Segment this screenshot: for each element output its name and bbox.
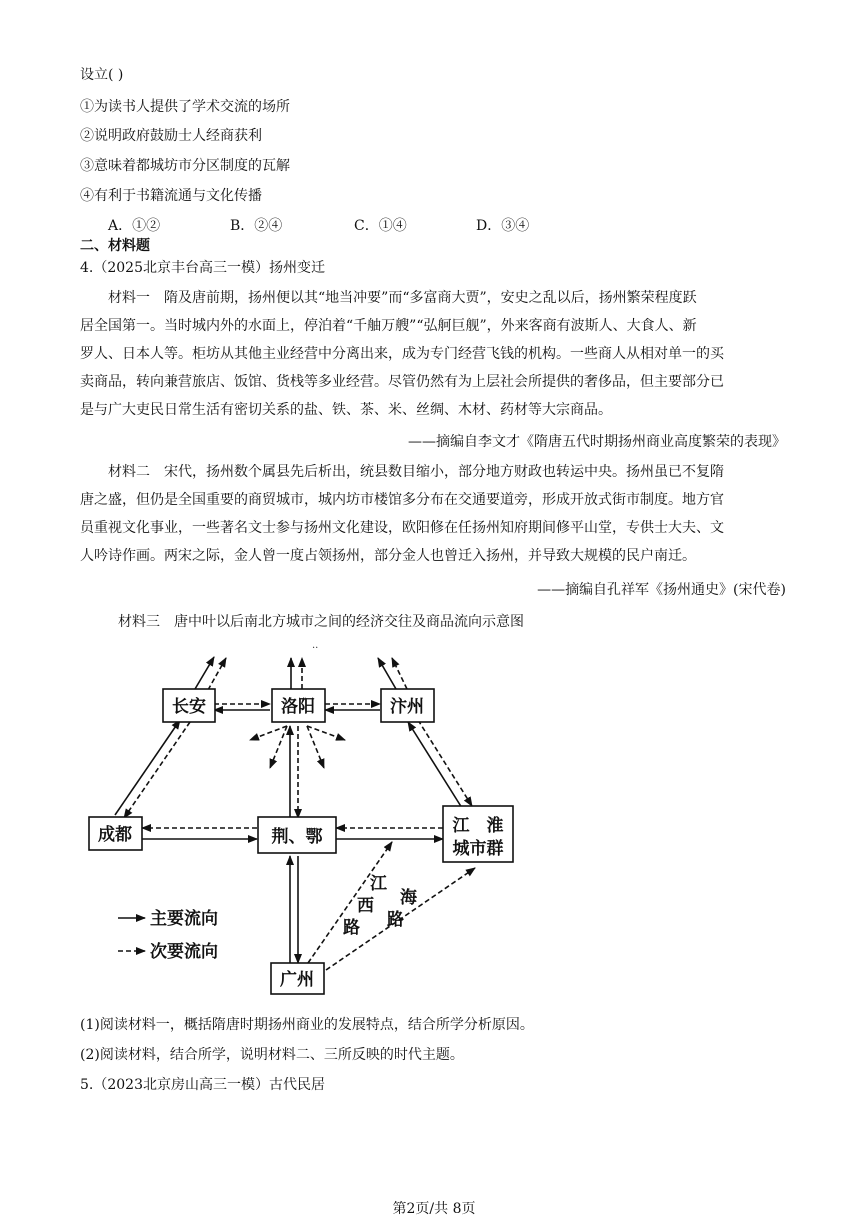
diagram-mark: ..	[312, 640, 319, 651]
section-title: 二、材料题	[80, 238, 150, 254]
flow-chengdu-changan	[115, 720, 180, 815]
q4-header: 4.（2025北京丰台高三一模）扬州变迁	[80, 260, 325, 276]
choice-a: A．①②	[108, 218, 161, 234]
option-2: ②说明政府鼓励士人经商获利	[80, 128, 262, 144]
flow-bianzhou-jianghuai	[418, 720, 472, 806]
legend-secondary-label: 次要流向	[150, 942, 218, 962]
m2-line-2: 唐之盛，但仍是全国重要的商贸城市，城内坊市楼馆多分布在交通要道旁，形成开放式街市制度。地方官	[80, 492, 724, 508]
option-1: ①为读书人提供了学术交流的场所	[80, 99, 290, 115]
source-1: ——摘编自李文才《隋唐五代时期扬州商业高度繁荣的表现》	[408, 434, 786, 450]
question-tail: 设立( )	[80, 67, 124, 83]
flow-luoyang-e	[307, 726, 345, 740]
node-bianzhou: 汴州	[390, 697, 424, 717]
flow-jiangxi-road	[308, 842, 392, 963]
node-jinge: 荆、鄂	[271, 827, 323, 847]
m2-line-3: 员重视文化事业，一些著名文士参与扬州文化建设，欧阳修在任扬州知府期间修平山堂，专供士大夫、文	[80, 520, 724, 536]
node-changan: 长安	[172, 697, 206, 717]
choice-c: C．①④	[354, 218, 407, 234]
flow-changan-chengdu	[124, 722, 190, 818]
option-4: ④有利于书籍流通与文化传播	[80, 188, 262, 204]
flow-luoyang-s	[270, 726, 287, 768]
material3-caption: 材料三 唐中叶以后南北方城市之间的经济交往及商品流向示意图	[118, 614, 524, 630]
flow-luoyang-se	[307, 726, 324, 768]
flow-bianzhou-north-secondary	[392, 658, 407, 689]
m2-line-4: 人吟诗作画。两宋之际，金人曾一度占领扬州，部分金人也曾迁入扬州，并导致大规模的民户南迁。	[80, 548, 696, 564]
node-jianghuai-line2: 城市群	[452, 839, 504, 859]
flow-bianzhou-north	[378, 658, 396, 689]
node-luoyang: 洛阳	[281, 697, 315, 717]
node-chengdu: 成都	[98, 825, 132, 845]
q4-sub-1: (1)阅读材料一，概括隋唐时期扬州商业的发展特点，结合所学分析原因。	[80, 1017, 534, 1033]
q5-header: 5.（2023北京房山高三一模）古代民居	[80, 1077, 325, 1093]
m1-line-2: 居全国第一。当时城内外的水面上，停泊着“千舳万艘”“弘舸巨舰”，外来客商有波斯人、大食人、新	[80, 318, 697, 334]
flow-luoyang-sw	[250, 726, 287, 740]
choice-b: B．②④	[230, 218, 283, 234]
choice-d: D．③④	[476, 218, 530, 234]
m1-line-3: 罗人、日本人等。柜坊从其他主业经营中分离出来，成为专门经营飞钱的机构。一些商人从相对单一的买	[80, 346, 724, 362]
option-3: ③意味着都城坊市分区制度的瓦解	[80, 158, 290, 174]
flow-jianghuai-bianzhou	[408, 722, 462, 808]
m1-line-4: 卖商品，转向兼营旅店、饭馆、货栈等多业经营。尽管仍然有为上层社会所提供的奢侈品，但主要部分已	[80, 374, 724, 390]
route-jiangxi-2: 西	[357, 896, 374, 916]
m1-line-1: 材料一 隋及唐前期，扬州便以其“地当冲要”而“多富商大贾”，安史之乱以后，扬州繁荣程度跃	[108, 290, 697, 306]
route-jiangxi-1: 江	[370, 874, 387, 894]
flow-changan-north	[195, 657, 214, 689]
page-footer: 第2页/共 8页	[392, 1201, 476, 1217]
m2-line-1: 材料二 宋代，扬州数个属县先后析出，统县数目缩小，部分地方财政也转运中央。扬州虽已不复隋	[108, 464, 724, 480]
legend-main-label: 主要流向	[150, 909, 218, 929]
node-jianghuai-line1: 江 淮	[452, 816, 504, 836]
route-sea-1: 海	[400, 888, 417, 908]
q4-sub-2: (2)阅读材料，结合所学，说明材料二、三所反映的时代主题。	[80, 1047, 464, 1063]
route-jiangxi-3: 路	[343, 918, 360, 938]
node-guangzhou: 广州	[280, 970, 314, 990]
route-sea-2: 路	[387, 910, 404, 930]
m1-line-5: 是与广大吏民日常生活有密切关系的盐、铁、茶、米、丝绸、木材、药材等大宗商品。	[80, 402, 612, 418]
source-2: ——摘编自孔祥军《扬州通史》(宋代卷)	[537, 582, 786, 598]
